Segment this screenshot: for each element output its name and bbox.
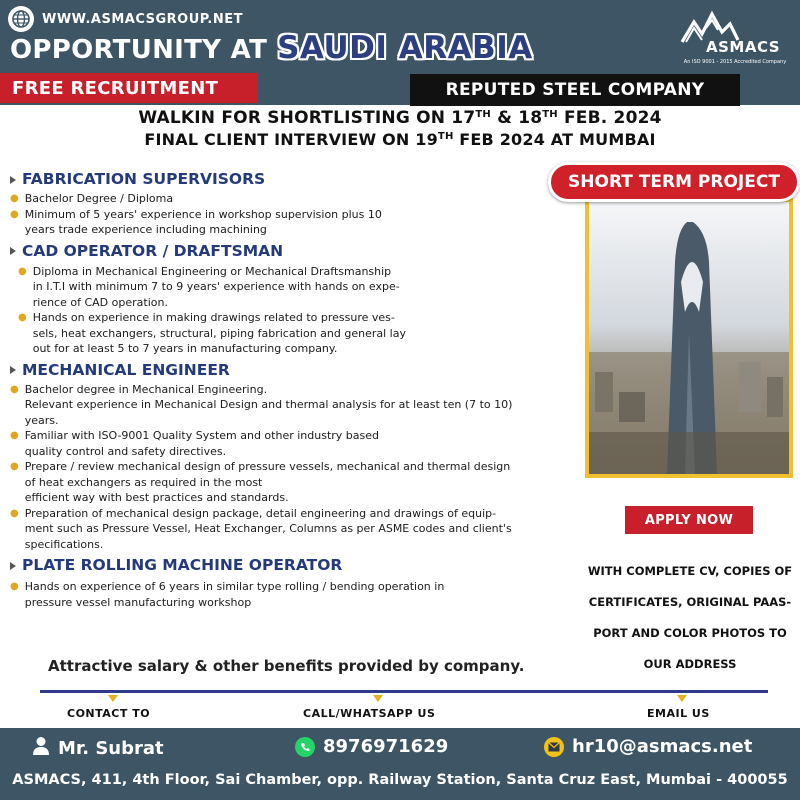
walkin-dates [0, 108, 800, 128]
list-item [10, 579, 570, 610]
logo-tagline: An ISO 9001 - 2015 Accredited Company [683, 59, 787, 65]
email-marker-icon [677, 695, 687, 702]
email-us-label: EMAIL US [647, 707, 710, 720]
list-item-text: Hands on experience in making drawings related to pressure ves- sels, heat exchangers, structural, piping fabrication and general lay out for at least 5 to 7 years in manufacturing company. [32, 311, 406, 355]
bullet-icon: ● [10, 461, 19, 472]
contact-email [544, 736, 752, 757]
walkin-line1-mid: & 18 [490, 108, 543, 128]
walkin-line2-prefix: FINAL CLIENT INTERVIEW ON 19 [144, 130, 438, 149]
bullet-icon: ● [10, 581, 19, 592]
company-badge: REPUTED STEEL COMPANY [410, 74, 740, 106]
benefits-text: Attractive salary & other benefits provided by company. [48, 657, 525, 675]
list-item-text: Prepare / review mechanical design of pressure vessels, mechanical and thermal design of heat exchangers as required in the most efficient way with best practices and standards. [24, 460, 511, 504]
bullet-icon: ● [10, 383, 19, 395]
globe-icon [8, 6, 34, 32]
bullet-icon: ● [18, 265, 27, 277]
triangle-bullet-icon [10, 366, 16, 374]
list-item [10, 506, 570, 553]
list-item-text: Hands on experience of 6 years in similar type rolling / bending operation in pressure vessel manufacturing workshop [24, 580, 445, 609]
list-item [10, 459, 570, 506]
walkin-line2-suffix: FEB 2024 AT MUMBAI [453, 130, 656, 149]
walkin-line1-sup2: TH [542, 109, 558, 120]
list-item [10, 207, 570, 238]
divider [40, 690, 768, 693]
section-title [10, 242, 570, 261]
bullet-icon: ● [10, 507, 19, 519]
list-item [10, 428, 570, 459]
bullet-icon: ● [10, 208, 19, 220]
call-whatsapp-label: CALL/WHATSAPP US [303, 707, 436, 720]
list-item-text: Bachelor Degree / Diploma [24, 192, 174, 205]
office-address: ASMACS, 411, 4th Floor, Sai Chamber, opp. Railway Station, Santa Cruz East, Mumbai - 400055 [12, 772, 788, 788]
triangle-bullet-icon [10, 562, 16, 570]
kingdom-tower-photo [585, 198, 793, 478]
headline-country: SAUDI ARABIA [277, 30, 533, 66]
triangle-bullet-icon [10, 176, 16, 184]
list-item-text: Familiar with ISO-9001 Quality System and other industry based quality control and safety directives. [24, 429, 379, 458]
website-row [8, 6, 243, 32]
walkin-line1-suffix: FEB. 2024 [557, 108, 662, 128]
phone-number[interactable]: 8976971629 [323, 736, 449, 757]
triangle-bullet-icon [10, 247, 16, 255]
walkin-line2-sup: TH [437, 131, 454, 142]
apply-instructions-text: WITH COMPLETE CV, COPIES OF CERTIFICATES, ORIGINAL PAAS- PORT AND COLOR PHOTOS TO OUR ADDRESS [587, 564, 793, 671]
contact-phone [295, 736, 448, 757]
section-title [10, 361, 570, 380]
section-title-text: CAD OPERATOR / DRAFTSMAN [22, 241, 284, 260]
list-item [10, 310, 570, 357]
final-interview [0, 130, 800, 149]
list-item [10, 264, 570, 311]
logo-name: ASMACS [706, 38, 781, 56]
footer-bar [0, 728, 800, 800]
section-title-text: FABRICATION SUPERVISORS [22, 170, 266, 188]
list-item-text: Preparation of mechanical design package, detail engineering and drawings of equip- ment such as Pressure Vessel, Heat Exchanger, Columns as per ASME codes and client's specifications. [24, 506, 512, 551]
mail-icon [544, 737, 564, 757]
section-title-text: PLATE ROLLING MACHINE OPERATOR [22, 556, 343, 574]
list-item [10, 191, 570, 207]
list-item-text: Diploma in Mechanical Engineering or Mechanical Draftsmanship in I.T.I with minimum 7 to 9 years' experience with hands on expe- rience of CAD operation. [32, 264, 400, 309]
whatsapp-icon [295, 737, 315, 757]
list-item-text: Bachelor degree in Mechanical Engineering. Relevant experience in Mechanical Design and thermal analysis for at least ten (7 to 10) years. [24, 382, 513, 427]
walkin-line1-prefix: WALKIN FOR SHORTLISTING ON 17 [138, 108, 476, 128]
headline-lead: OPPORTUNITY AT [10, 35, 268, 65]
website-link[interactable]: WWW.ASMACSGROUP.NET [42, 11, 243, 27]
section-title-text: MECHANICAL ENGINEER [22, 360, 230, 379]
bullet-icon: ● [10, 430, 19, 441]
section-title [10, 170, 570, 189]
section-title [10, 556, 570, 575]
person-icon [32, 736, 50, 761]
header-banner [0, 0, 800, 105]
asmacs-logo [676, 10, 794, 70]
contact-to-label: CONTACT TO [67, 707, 151, 720]
call-marker-icon [373, 695, 383, 702]
free-recruitment-badge: FREE RECRUITMENT [0, 73, 258, 103]
bullet-icon: ● [10, 193, 19, 204]
bullet-icon: ● [18, 312, 27, 323]
apply-instructions [580, 556, 800, 680]
contact-marker-icon [108, 695, 118, 702]
contact-person [32, 736, 164, 761]
list-item [10, 382, 570, 429]
page-title [10, 30, 533, 66]
apply-now-button[interactable]: APPLY NOW [625, 506, 753, 534]
short-term-project-badge: SHORT TERM PROJECT [548, 162, 800, 202]
contact-name: Mr. Subrat [58, 738, 164, 759]
job-listings [10, 170, 570, 610]
list-item-text: Minimum of 5 years' experience in workshop supervision plus 10 years trade experience including machining [24, 207, 382, 236]
walkin-line1-sup1: TH [475, 109, 491, 120]
email-address[interactable]: hr10@asmacs.net [572, 736, 753, 757]
